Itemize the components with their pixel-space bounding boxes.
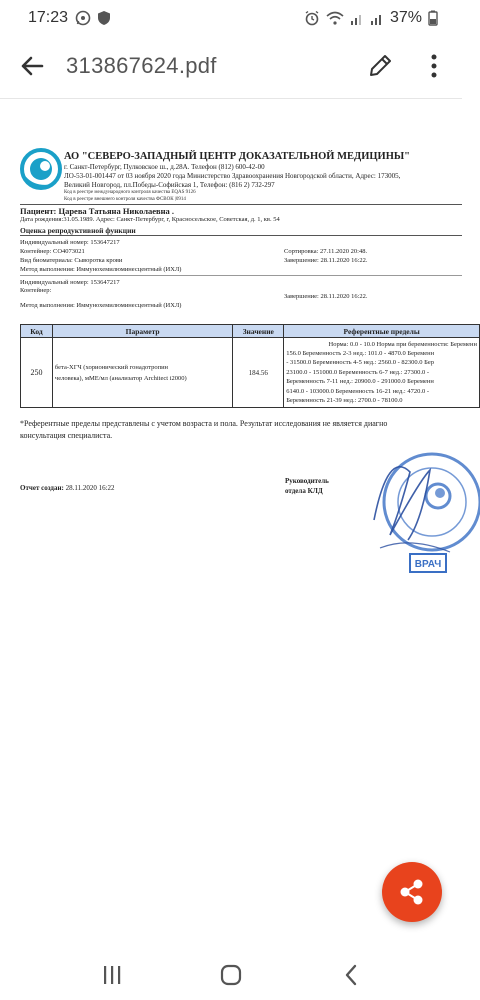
section-title: Оценка репродуктивной функции — [20, 226, 136, 235]
whatsapp-icon — [75, 10, 91, 26]
report-created — [20, 484, 115, 492]
home-icon[interactable] — [217, 962, 245, 988]
block2-method: Метод выполнения: Иммунохемилюминесцентный (ИХЛ) — [20, 302, 182, 309]
back-arrow-icon[interactable] — [16, 50, 48, 82]
head-line-2: отдела КЛД — [285, 487, 323, 495]
table-header-row — [21, 325, 480, 338]
cell-code: 250 — [21, 338, 53, 408]
more-vert-icon[interactable] — [424, 52, 444, 80]
col-header-value: Значение — [233, 325, 284, 338]
recent-apps-icon[interactable] — [98, 962, 126, 988]
app-bar — [0, 36, 462, 98]
block1-method: Метод выполнения: Иммунохемилюминесцентный (ИХЛ) — [20, 266, 182, 273]
param-line-2: человека), мМЕ/мл (анализатор Architect i2000) — [54, 374, 187, 382]
org-name: АО "СЕВЕРО-ЗАПАДНЫЙ ЦЕНТР ДОКАЗАТЕЛЬНОЙ МЕДИЦИНЫ" — [64, 151, 411, 162]
block1-biomaterial: Вид биоматериала: Сыворотка крови — [20, 257, 123, 264]
block1-ind: Индивидуальный номер: 153647217 — [20, 239, 120, 246]
org-note-fsvok: Код в реестре внешнего контроля качества ФСВОК |0914 — [64, 197, 186, 202]
block1-sort: Сортировка: 27.11.2020 20:48. — [284, 248, 368, 255]
cell-value: 184.56 — [233, 338, 284, 408]
document-title: 313867624.pdf — [66, 53, 217, 78]
signal-weak-icon — [350, 10, 364, 26]
org-address: г. Санкт-Петербург, Пулковское ш., д.28А. Телефон (812) 600-42-00 — [64, 163, 265, 171]
block-rule — [20, 275, 462, 276]
section-rule — [20, 235, 462, 236]
stamp-label: ВРАЧ — [414, 559, 442, 570]
battery-icon — [428, 10, 438, 26]
ref-line: 156.0 Беременность 2-3 нед.: 101.0 - 4870.0 Беременн — [286, 349, 435, 357]
created-label: Отчет создан: — [20, 484, 64, 492]
signal-icon — [370, 10, 384, 26]
share-button[interactable] — [382, 862, 442, 922]
pdf-page — [0, 100, 477, 950]
col-header-code: Код — [21, 325, 53, 338]
cell-ref — [284, 338, 480, 408]
org-branch: Великий Новгород, пл.Победы-Софийская 1, Телефон: (816 2) 732-297 — [64, 181, 275, 189]
edit-pencil-icon[interactable] — [366, 52, 394, 80]
alarm-icon — [304, 10, 320, 26]
table-row — [21, 338, 480, 408]
block1-done: Завершение: 28.11.2020 16:22. — [284, 257, 368, 264]
reference-note — [20, 418, 387, 442]
share-icon — [382, 862, 442, 922]
created-value: 28.11.2020 16:22 — [65, 484, 115, 492]
ref-line: 6140.0 - 103000.0 Беременность 16-21 нед.: 4720.0 - — [286, 387, 430, 395]
ref-line: 23100.0 - 151000.0 Беременность 6-7 нед.: 27300.0 - — [286, 368, 430, 376]
system-nav-bar — [0, 950, 462, 1000]
ref-line: Беременность 7-11 нед.: 20900.0 - 291000.0 Беременн — [286, 378, 434, 386]
patient-birth-address: Дата рождения:31.05.1989. Адрес: Санкт-Петербург, г, Красносельское, Советская, д. 1, кв. 54 — [20, 216, 280, 223]
reference-note-line-2: консультация специалиста. — [20, 431, 113, 440]
head-line-1: Руководитель — [285, 477, 329, 485]
ref-line: Норма: 0.0 - 10.0 Норма при беременности: Беременн — [328, 340, 477, 348]
back-nav-icon[interactable] — [338, 962, 366, 988]
header-rule — [20, 204, 462, 205]
block1-container: Контейнер: СО4073021 — [20, 248, 85, 255]
head-of-department — [285, 476, 329, 496]
wifi-icon — [326, 10, 344, 26]
ref-line: Беременность 21-39 нед.: 2700.0 - 78100.0 — [286, 397, 403, 405]
block2-container: Контейнер: — [20, 287, 52, 294]
patient-name: Пациент: Царева Татьяна Николаевна . — [20, 206, 175, 216]
status-time: 17:23 — [28, 9, 69, 26]
col-header-param: Параметр — [52, 325, 232, 338]
reference-note-line-1: *Референтные пределы представлены с учетом возраста и пола. Результат исследования не является диагно — [20, 419, 388, 428]
shield-icon — [97, 10, 111, 26]
org-license: ЛО-53-01-001447 от 03 ноября 2020 года Министерство Здравоохранения Новгородской области, Адрес: 173005, — [64, 172, 401, 180]
param-line-1: бета-ХГЧ (хорионический гонадотропин — [54, 363, 169, 371]
org-note-eqas: Код в реестре международного контроля качества EQAS 9126 — [64, 190, 196, 195]
cell-param — [52, 338, 232, 408]
results-table — [20, 324, 480, 408]
ref-line: - 31500.0 Беременность 4-5 нед.: 2560.0 - 82300.0 Бер — [286, 359, 434, 367]
status-bar — [0, 0, 462, 36]
doctor-stamp-icon — [360, 440, 470, 580]
col-header-ref: Референтные пределы — [284, 325, 480, 338]
appbar-divider — [0, 98, 462, 99]
clinic-logo-icon — [20, 148, 62, 190]
block2-ind: Индивидуальный номер: 153647217 — [20, 279, 120, 286]
block2-done: Завершение: 28.11.2020 16:22. — [284, 293, 368, 300]
battery-percent: 37% — [389, 9, 422, 26]
